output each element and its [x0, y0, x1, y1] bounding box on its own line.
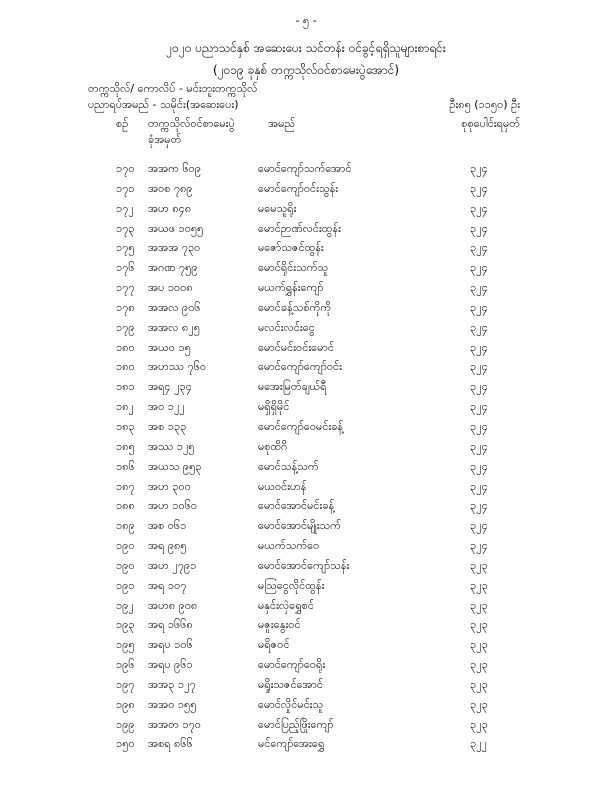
row-number: ၁၉၅	[116, 638, 135, 652]
document-title: ၂၀၂၀ ပညာသင်နှစ် အဆေးပေး သင်တန်း ဝင်ခွင့်ရရှိသူများစာရင်း	[166, 41, 446, 55]
table-row	[0, 440, 612, 460]
table-row	[0, 182, 612, 202]
roll-number: အစ ၀၆၁	[148, 519, 187, 533]
table-row	[0, 579, 612, 599]
row-number: ၁၉၈	[116, 697, 135, 711]
total-score: ၃၂၄	[470, 400, 488, 414]
row-number: ၁၇၉	[116, 320, 135, 334]
table-row	[0, 380, 612, 400]
row-number: ၁၈၀	[116, 360, 135, 374]
roll-number: အအက ၆၀၉	[148, 162, 202, 175]
table-row	[0, 698, 612, 718]
total-score: ၃၂၃	[470, 677, 488, 691]
student-name: မောင်အောင်မျိုးသက်	[258, 519, 341, 533]
row-number: ၁၇၁	[116, 181, 135, 195]
table-row	[0, 638, 612, 658]
table-row	[0, 499, 612, 519]
table-row	[0, 737, 612, 757]
roll-number: အရပ ၉၆၁	[148, 658, 193, 672]
table-row	[0, 539, 612, 559]
student-name: မဇူးနွေးဝင်	[258, 618, 301, 632]
row-number: ၁၉၉	[116, 717, 135, 731]
roll-number: အယဝ ၁၅	[148, 340, 191, 354]
roll-number: အရပ ၁၀၆	[148, 638, 193, 652]
roll-number: အဿ ၁၂၅	[148, 439, 195, 453]
roll-number: အဝ ၁၂၂	[148, 400, 185, 414]
student-name: မယဝင်းဟန်	[258, 479, 307, 493]
table-row	[0, 301, 612, 321]
row-number: ၁၇၂	[116, 201, 134, 215]
total-score: ၃၂၃	[470, 638, 488, 652]
student-name: မလင်းလင်းငွေ	[258, 320, 315, 334]
total-score: ၃၂၄	[470, 439, 488, 453]
row-number: ၁၈၁	[116, 380, 135, 394]
selection-count-label: ဦး၈၅ (၁၁၅၀) ဦး	[449, 98, 520, 111]
row-number: ၁၉၃	[116, 618, 135, 632]
student-name: မောင်မင်းဝင်းမောင်	[258, 340, 335, 354]
roll-number: အဝစ ၇၈၉	[148, 181, 193, 195]
roll-number: အဂဏ ၇၅၉	[148, 261, 198, 275]
student-name: မမေသူရိုး	[258, 201, 297, 215]
table-row	[0, 658, 612, 678]
student-name: မရိဇဝင်	[258, 638, 290, 652]
total-score: ၃၂၄	[470, 201, 488, 215]
roll-number: အရ ၁၀၇	[148, 578, 187, 592]
roll-number: အအတ ၁၇၀	[148, 717, 201, 731]
row-number: ၁၈၈	[116, 499, 135, 513]
table-row	[0, 480, 612, 500]
total-score: ၃၂၄	[470, 340, 488, 354]
table-row	[0, 162, 612, 182]
total-score: ၃၂၄	[470, 261, 488, 275]
roll-number: အစရ ၈၆၆	[148, 737, 193, 751]
row-number: ၁၉၇	[116, 677, 135, 691]
student-name: မောင်ကျော်ဝင်းသွန်း	[258, 181, 339, 195]
total-score: ၃၂၄	[470, 419, 488, 433]
subject-label: ပညာရပ်အမည် - သမိုင်း(အဆေးပေး)	[88, 98, 239, 111]
roll-number: အအအ ၇၃၀	[148, 241, 201, 255]
row-number: ၁၅၀	[116, 737, 135, 751]
total-score: ၃၂၄	[470, 519, 488, 533]
roll-number: အရ ၉၈၅	[148, 539, 187, 553]
student-name: မောင်ပြည့်ဖြိုးကျော်	[258, 717, 334, 731]
total-score: ၃၂၄	[470, 479, 488, 493]
table-row	[0, 400, 612, 420]
table-row	[0, 420, 612, 440]
row-number: ၁၇၅	[116, 241, 135, 255]
row-number: ၁၇၈	[116, 300, 135, 314]
roll-number: အဟ၈ ၉၀၈	[148, 598, 198, 612]
row-number: ၁၈၇	[116, 479, 135, 493]
student-name: မောင်လှိုင်မင်းသူ	[258, 697, 324, 711]
total-score: ၃၂၄	[470, 499, 488, 513]
student-name: မောင်ကျော်ဝေရိုး	[258, 658, 326, 672]
row-number: ၁၉၆	[116, 658, 135, 672]
total-score: ၃၂၄	[470, 459, 488, 473]
total-score: ၃၂၄	[470, 221, 488, 235]
student-name: မဇော်သဇင်ထွန်း	[258, 241, 324, 255]
student-name: မောင်ကျော်ဝေမင်းခန့်	[258, 419, 344, 433]
student-name: မောင်ရိုင်းသက်သူ	[258, 261, 329, 275]
roll-number: အဟ ၃၀၀	[148, 479, 191, 493]
row-number: ၁၇၃	[116, 221, 135, 235]
roll-number: အပ ၁၀၀၈	[148, 281, 193, 295]
student-name: မောင်ကျော်ကျော်ဝင်း	[258, 360, 342, 374]
roll-number: အဟ ၂၇၉၁	[148, 558, 197, 572]
student-name: မင်ကျော်အေးရွှေ	[258, 737, 325, 751]
table-row	[0, 559, 612, 579]
total-score: ၃၂၄	[470, 300, 488, 314]
column-header-no: စဉ်	[116, 117, 129, 130]
table-row	[0, 222, 612, 242]
table-row	[0, 599, 612, 619]
row-number: ၁၉၂	[116, 598, 134, 612]
total-score: ၃၂၄	[470, 162, 488, 175]
table-row	[0, 202, 612, 222]
row-number: ၁၇၇	[116, 281, 135, 295]
student-name: မစုထိဂိ	[258, 439, 288, 453]
row-number: ၁၈၆	[116, 459, 135, 473]
roll-number: အရ ၁၆၆၈	[148, 618, 193, 632]
total-score: ၃၂၄	[470, 380, 488, 394]
row-number: ၁၉၀	[116, 558, 135, 572]
column-header-exam: တက္ကသိုလ်ဝင်စာမေးပွဲ	[148, 117, 235, 130]
roll-number: အအ၃ ၁၂၇	[148, 677, 196, 691]
student-name: မရှိုးသဇင်အောင်	[258, 677, 323, 691]
table-row	[0, 618, 612, 638]
total-score: ၃၂၄	[470, 181, 488, 195]
table-row	[0, 241, 612, 261]
student-name: မောင်အောင်မင်းခန့်	[258, 499, 335, 513]
table-row	[0, 718, 612, 738]
row-number: ၁၇၀	[116, 162, 135, 175]
row-number: ၁၉၀	[116, 539, 135, 553]
results-table	[0, 162, 612, 757]
row-number: ၁၈၂	[116, 400, 134, 414]
total-score: ၃၂၃	[470, 598, 488, 612]
row-number: ၁၈၅	[116, 439, 135, 453]
student-name: မောင်ခန့်သစ်ကိုကို	[258, 300, 332, 314]
student-name: မယက်သက်ဝေ	[258, 539, 320, 553]
total-score: ၃၂၃	[470, 697, 488, 711]
row-number: ၁၈၀	[116, 340, 135, 354]
row-number: ၁၉၁	[116, 578, 135, 592]
student-name: မောင်ကျော်သက်အောင်	[258, 162, 352, 175]
table-row	[0, 460, 612, 480]
roll-number: အရ၄ ၂၃၄	[148, 380, 192, 394]
page-number: - ၅ -	[295, 14, 317, 27]
row-number: ၁၈၉	[116, 519, 135, 533]
roll-number: အယသ ၉၅၃	[148, 459, 202, 473]
total-score: ၃၂၄	[470, 320, 488, 334]
total-score: ၃၂၄	[470, 241, 488, 255]
roll-number: အဟ ၁၀၆၀	[148, 499, 198, 513]
total-score: ၃၂၃	[470, 658, 488, 672]
student-name: မနှင်းလှဲရွှေစင်	[258, 598, 314, 612]
column-header-roll: ခုံအမှတ်	[148, 133, 182, 146]
total-score: ၃၂၃	[470, 578, 488, 592]
student-name: မရှိရှိမိုင်	[258, 400, 290, 414]
university-label: တက္ကသိုလ်/ ကောလိပ် - မင်းဘူးတက္ကသိုလ်	[88, 82, 258, 95]
roll-number: အအလ ၉၀၆	[148, 300, 201, 314]
roll-number: အယဖ ၁၀၅၅	[148, 221, 204, 235]
total-score: ၃၂၃	[470, 558, 488, 572]
column-header-score: စုစုပေါင်းရမှတ်	[461, 117, 520, 130]
document-subtitle: (၂၀၁၉ ခုနှစ် တက္ကသိုလ်ဝင်စာမေးပွဲအောင်)	[212, 63, 400, 77]
student-name: မောင်သန့်သက်	[258, 459, 319, 473]
total-score: ၃၂၄	[470, 539, 488, 553]
column-header-name: အမည်	[268, 117, 296, 130]
table-row	[0, 261, 612, 281]
roll-number: အစ ၁၃၃	[148, 419, 187, 433]
roll-number: အဟ ၈၄၈	[148, 201, 192, 215]
table-row	[0, 321, 612, 341]
total-score: ၃၂၂	[470, 737, 487, 751]
row-number: ၁၈၃	[116, 419, 135, 433]
student-name: မောင်ဉာဏ်လင်းထွန်း	[258, 221, 341, 235]
total-score: ၃၂၃	[470, 717, 488, 731]
table-row	[0, 341, 612, 361]
table-row	[0, 281, 612, 301]
table-row	[0, 360, 612, 380]
total-score: ၃၂၄	[470, 360, 488, 374]
roll-number: အဟဿ ၇၆၀	[148, 360, 207, 374]
total-score: ၃၂၄	[470, 281, 488, 295]
student-name: မဩငွေလိုင်ထွန်း	[258, 578, 325, 592]
roll-number: အအဝ ၁၅၅	[148, 697, 197, 711]
total-score: ၃၂၃	[470, 618, 488, 632]
student-name: မအေးမြတ်ချယ်ရီ	[258, 380, 327, 394]
student-name: မောင်အောင်ကျော်သန်း	[258, 558, 350, 572]
table-row	[0, 678, 612, 698]
student-name: မယက်ရွှန်းကျော်	[258, 281, 324, 295]
roll-number: အအလ ၈၂၅	[148, 320, 200, 334]
table-row	[0, 519, 612, 539]
row-number: ၁၇၆	[116, 261, 135, 275]
